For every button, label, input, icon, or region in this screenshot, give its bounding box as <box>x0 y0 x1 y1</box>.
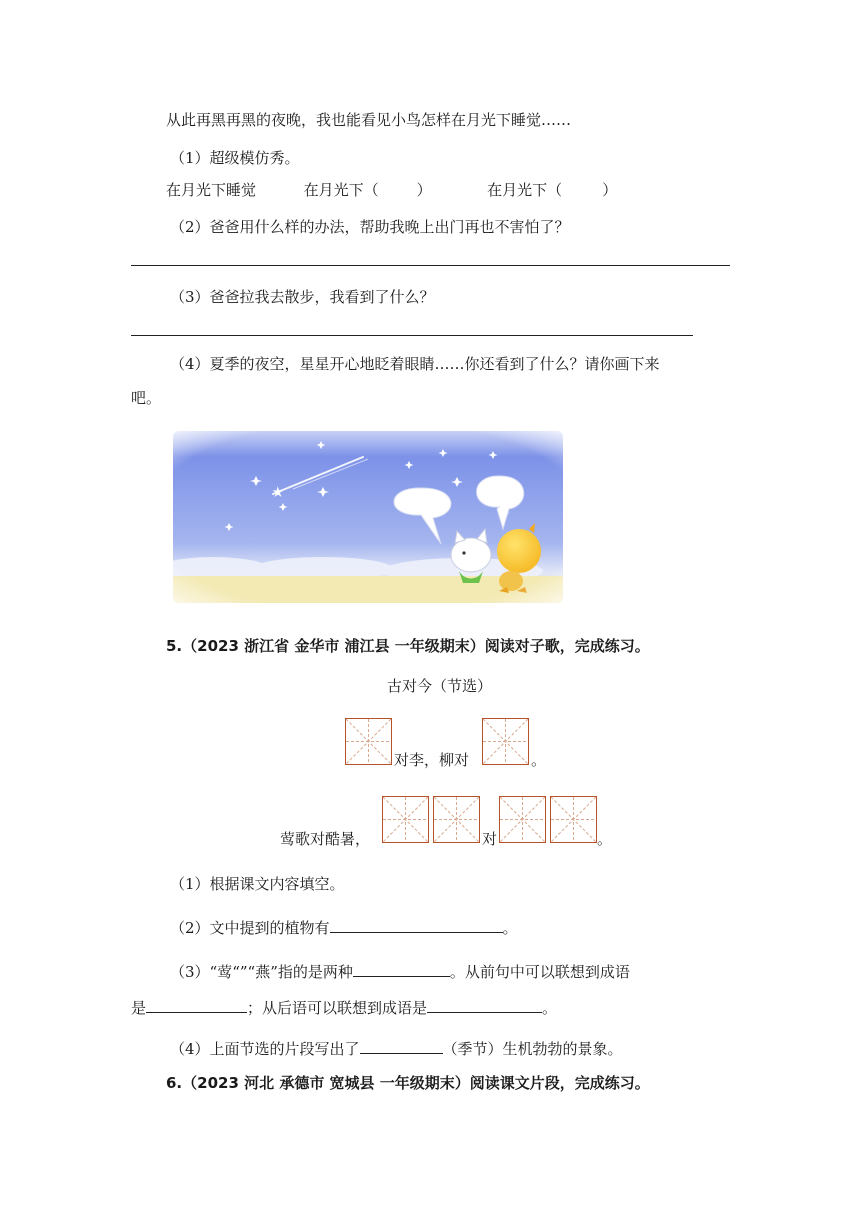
s5-q4-blank[interactable] <box>360 1037 443 1054</box>
imitation-row: 在月光下睡觉 在月光下（ ） 在月光下（ ） <box>166 181 618 199</box>
writing-grid-icon[interactable] <box>382 796 429 843</box>
writing-grid-icon[interactable] <box>499 796 546 843</box>
poem-title: 古对今（节选） <box>387 677 493 695</box>
imitation-prompt-2: 在月光下（ <box>487 181 563 199</box>
s5-q3-line2: 是 ；从后语可以联想到成语是 。 <box>131 996 557 1018</box>
writing-grid-icon[interactable] <box>345 718 392 765</box>
poem-line2-end: 。 <box>597 830 613 848</box>
poem-line1-end: 。 <box>531 751 547 769</box>
s5-q2: （2）文中提到的植物有 。 <box>170 916 518 938</box>
poem-line2-text: 莺歌对酷暑， <box>280 830 371 848</box>
q3-answer-line[interactable] <box>131 335 693 336</box>
s5-q3-blank-3[interactable] <box>427 996 542 1013</box>
imitation-prompt-1: 在月光下（ <box>303 181 379 199</box>
q4-label-line2: 吧。 <box>131 389 162 407</box>
s5-q3-blank-2[interactable] <box>146 996 247 1013</box>
writing-grid-icon[interactable] <box>550 796 597 843</box>
s5-q4: （4）上面节选的片段写出了 （季节）生机勃勃的景象。 <box>170 1037 623 1059</box>
q3-label: （3）爸爸拉我去散步，我看到了什么？ <box>170 288 435 306</box>
poem-line1-text: 对李，柳对 <box>394 751 470 769</box>
s5-q3-line1: （3）“莺“”“燕”指的是两种 。从前句中可以联想到成语 <box>170 960 630 982</box>
s5-q1: （1）根据课文内容填空。 <box>170 875 345 893</box>
q2-label: （2）爸爸用什么样的办法，帮助我晚上出门再也不害怕了？ <box>170 218 570 236</box>
night-sky-illustration <box>173 431 563 603</box>
intro-line: 从此再黑再黑的夜晚，我也能看见小鸟怎样在月光下睡觉…… <box>166 111 572 129</box>
s5-q2-blank[interactable] <box>330 916 503 933</box>
s5-q3-blank-1[interactable] <box>353 960 450 977</box>
q2-answer-line[interactable] <box>131 265 730 266</box>
q1-label: （1）超级模仿秀。 <box>170 149 300 167</box>
q4-label-line1: （4）夏季的夜空，星星开心地眨着眼睛……你还看到了什么？请你画下来 <box>170 355 660 373</box>
writing-grid-icon[interactable] <box>433 796 480 843</box>
section5-heading: 5.（2023 浙江省 金华市 浦江县 一年级期末）阅读对子歌，完成练习。 <box>166 637 650 655</box>
section6-heading: 6.（2023 河北 承德市 宽城县 一年级期末）阅读课文片段，完成练习。 <box>166 1074 650 1092</box>
poem-line2-mid: 对 <box>482 830 498 848</box>
imitation-example: 在月光下睡觉 <box>166 181 257 199</box>
writing-grid-icon[interactable] <box>482 718 529 765</box>
